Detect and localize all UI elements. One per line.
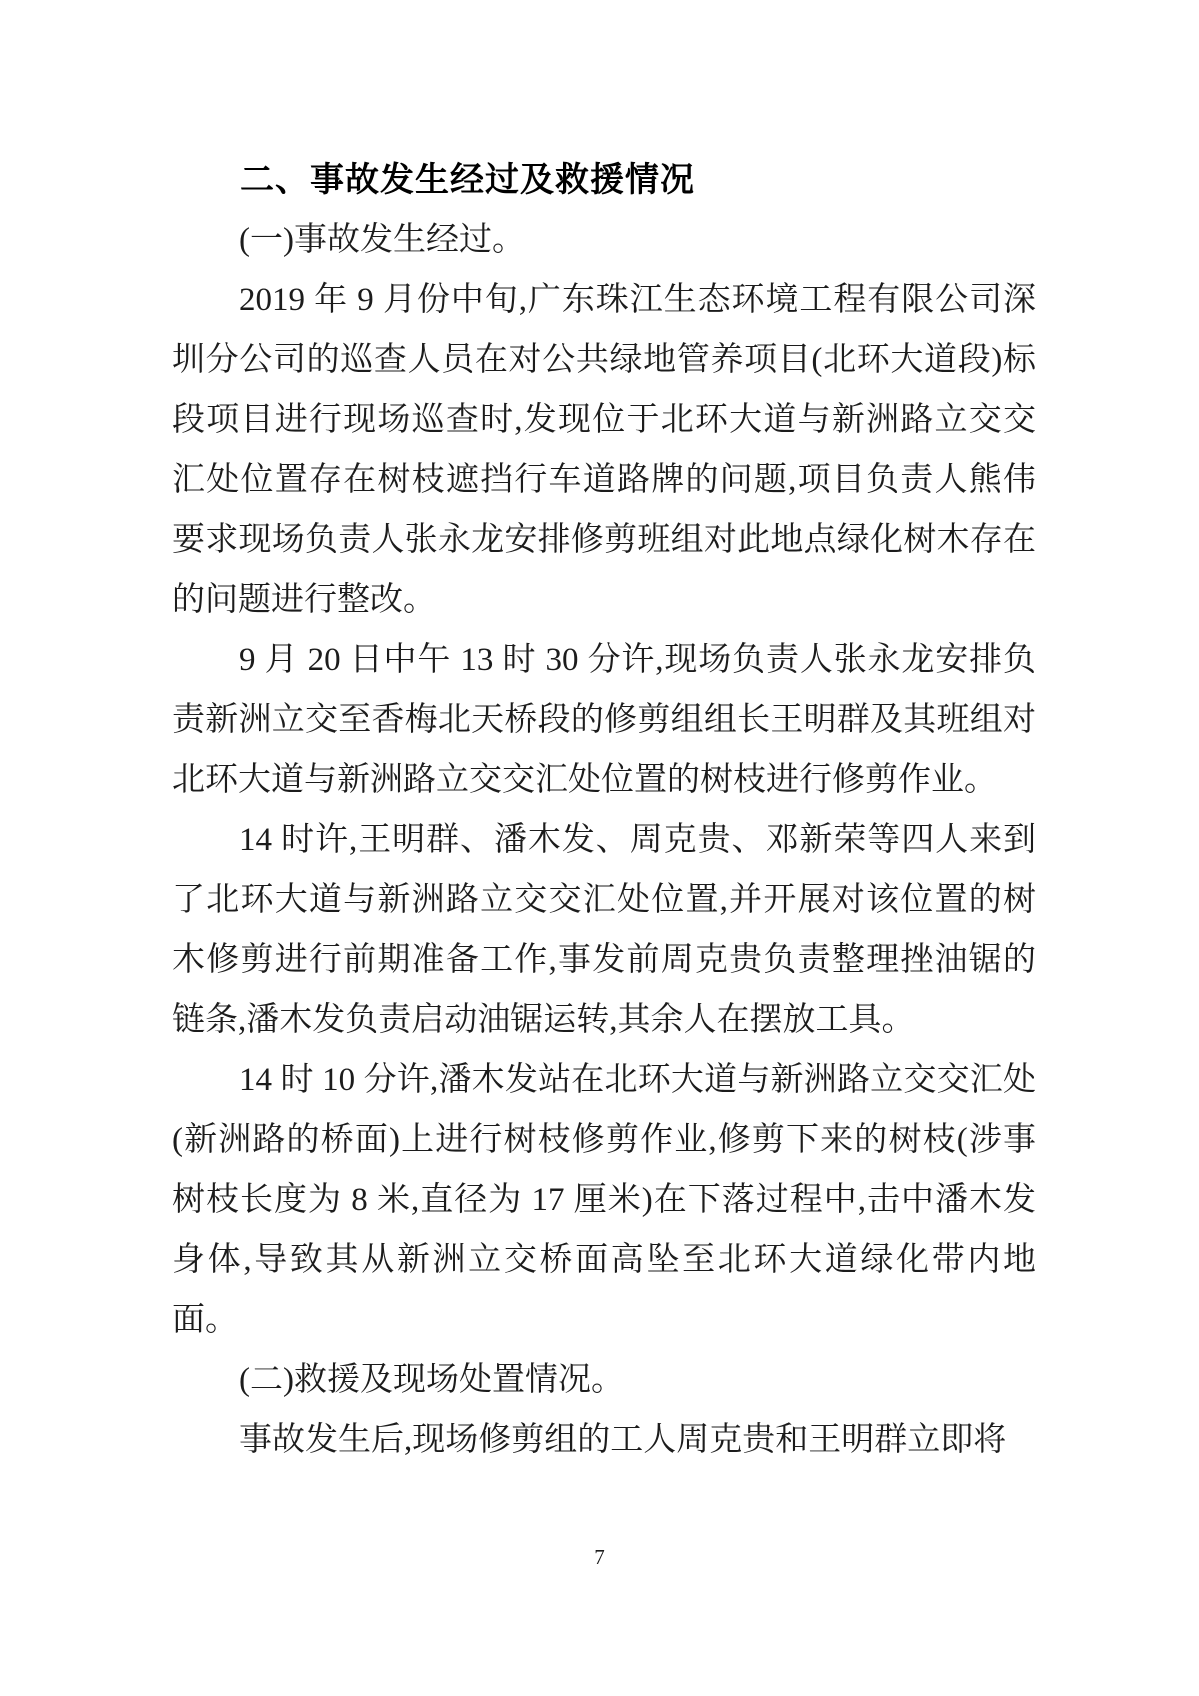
document-body [172, 150, 1036, 1470]
subsection-heading-1: (一)事故发生经过。 [239, 222, 525, 258]
body-paragraph-3: 14 时许,王明群、潘木发、周克贵、邓新荣等四人来到了北环大道与新洲路立交交汇处位置,并开展对该位置的树木修剪进行前期准备工作,事发前周克贵负责整理挫油锯的链条,潘木发负责启动油锯运转,其余人在摆放工具。 [172, 822, 1036, 1038]
body-paragraph-4: 14 时 10 分许,潘木发站在北环大道与新洲路立交交汇处(新洲路的桥面)上进行树枝修剪作业,修剪下来的树枝(涉事树枝长度为 8 米,直径为 17 厘米)在下落过程中,击中潘木发身体,导致其从新洲立交桥面高坠至北环大道绿化带内地面。 [172, 1062, 1036, 1338]
page-number: 7 [594, 1545, 605, 1569]
subsection-heading-2: (二)救援及现场处置情况。 [239, 1362, 624, 1398]
body-paragraph-1: 2019 年 9 月份中旬,广东珠江生态环境工程有限公司深圳分公司的巡查人员在对公共绿地管养项目(北环大道段)标段项目进行现场巡查时,发现位于北环大道与新洲路立交交汇处位置存在树枝遮挡行车道路牌的问题,项目负责人熊伟要求现场负责人张永龙安排修剪班组对此地点绿化树木存在的问题进行整改。 [172, 282, 1036, 618]
section-heading: 二、事故发生经过及救援情况 [240, 161, 695, 199]
body-paragraph-5: 事故发生后,现场修剪组的工人周克贵和王明群立即将 [239, 1422, 1007, 1458]
body-paragraph-2: 9 月 20 日中午 13 时 30 分许,现场负责人张永龙安排负责新洲立交至香梅北天桥段的修剪组组长王明群及其班组对北环大道与新洲路立交交汇处位置的树枝进行修剪作业。 [172, 642, 1036, 798]
